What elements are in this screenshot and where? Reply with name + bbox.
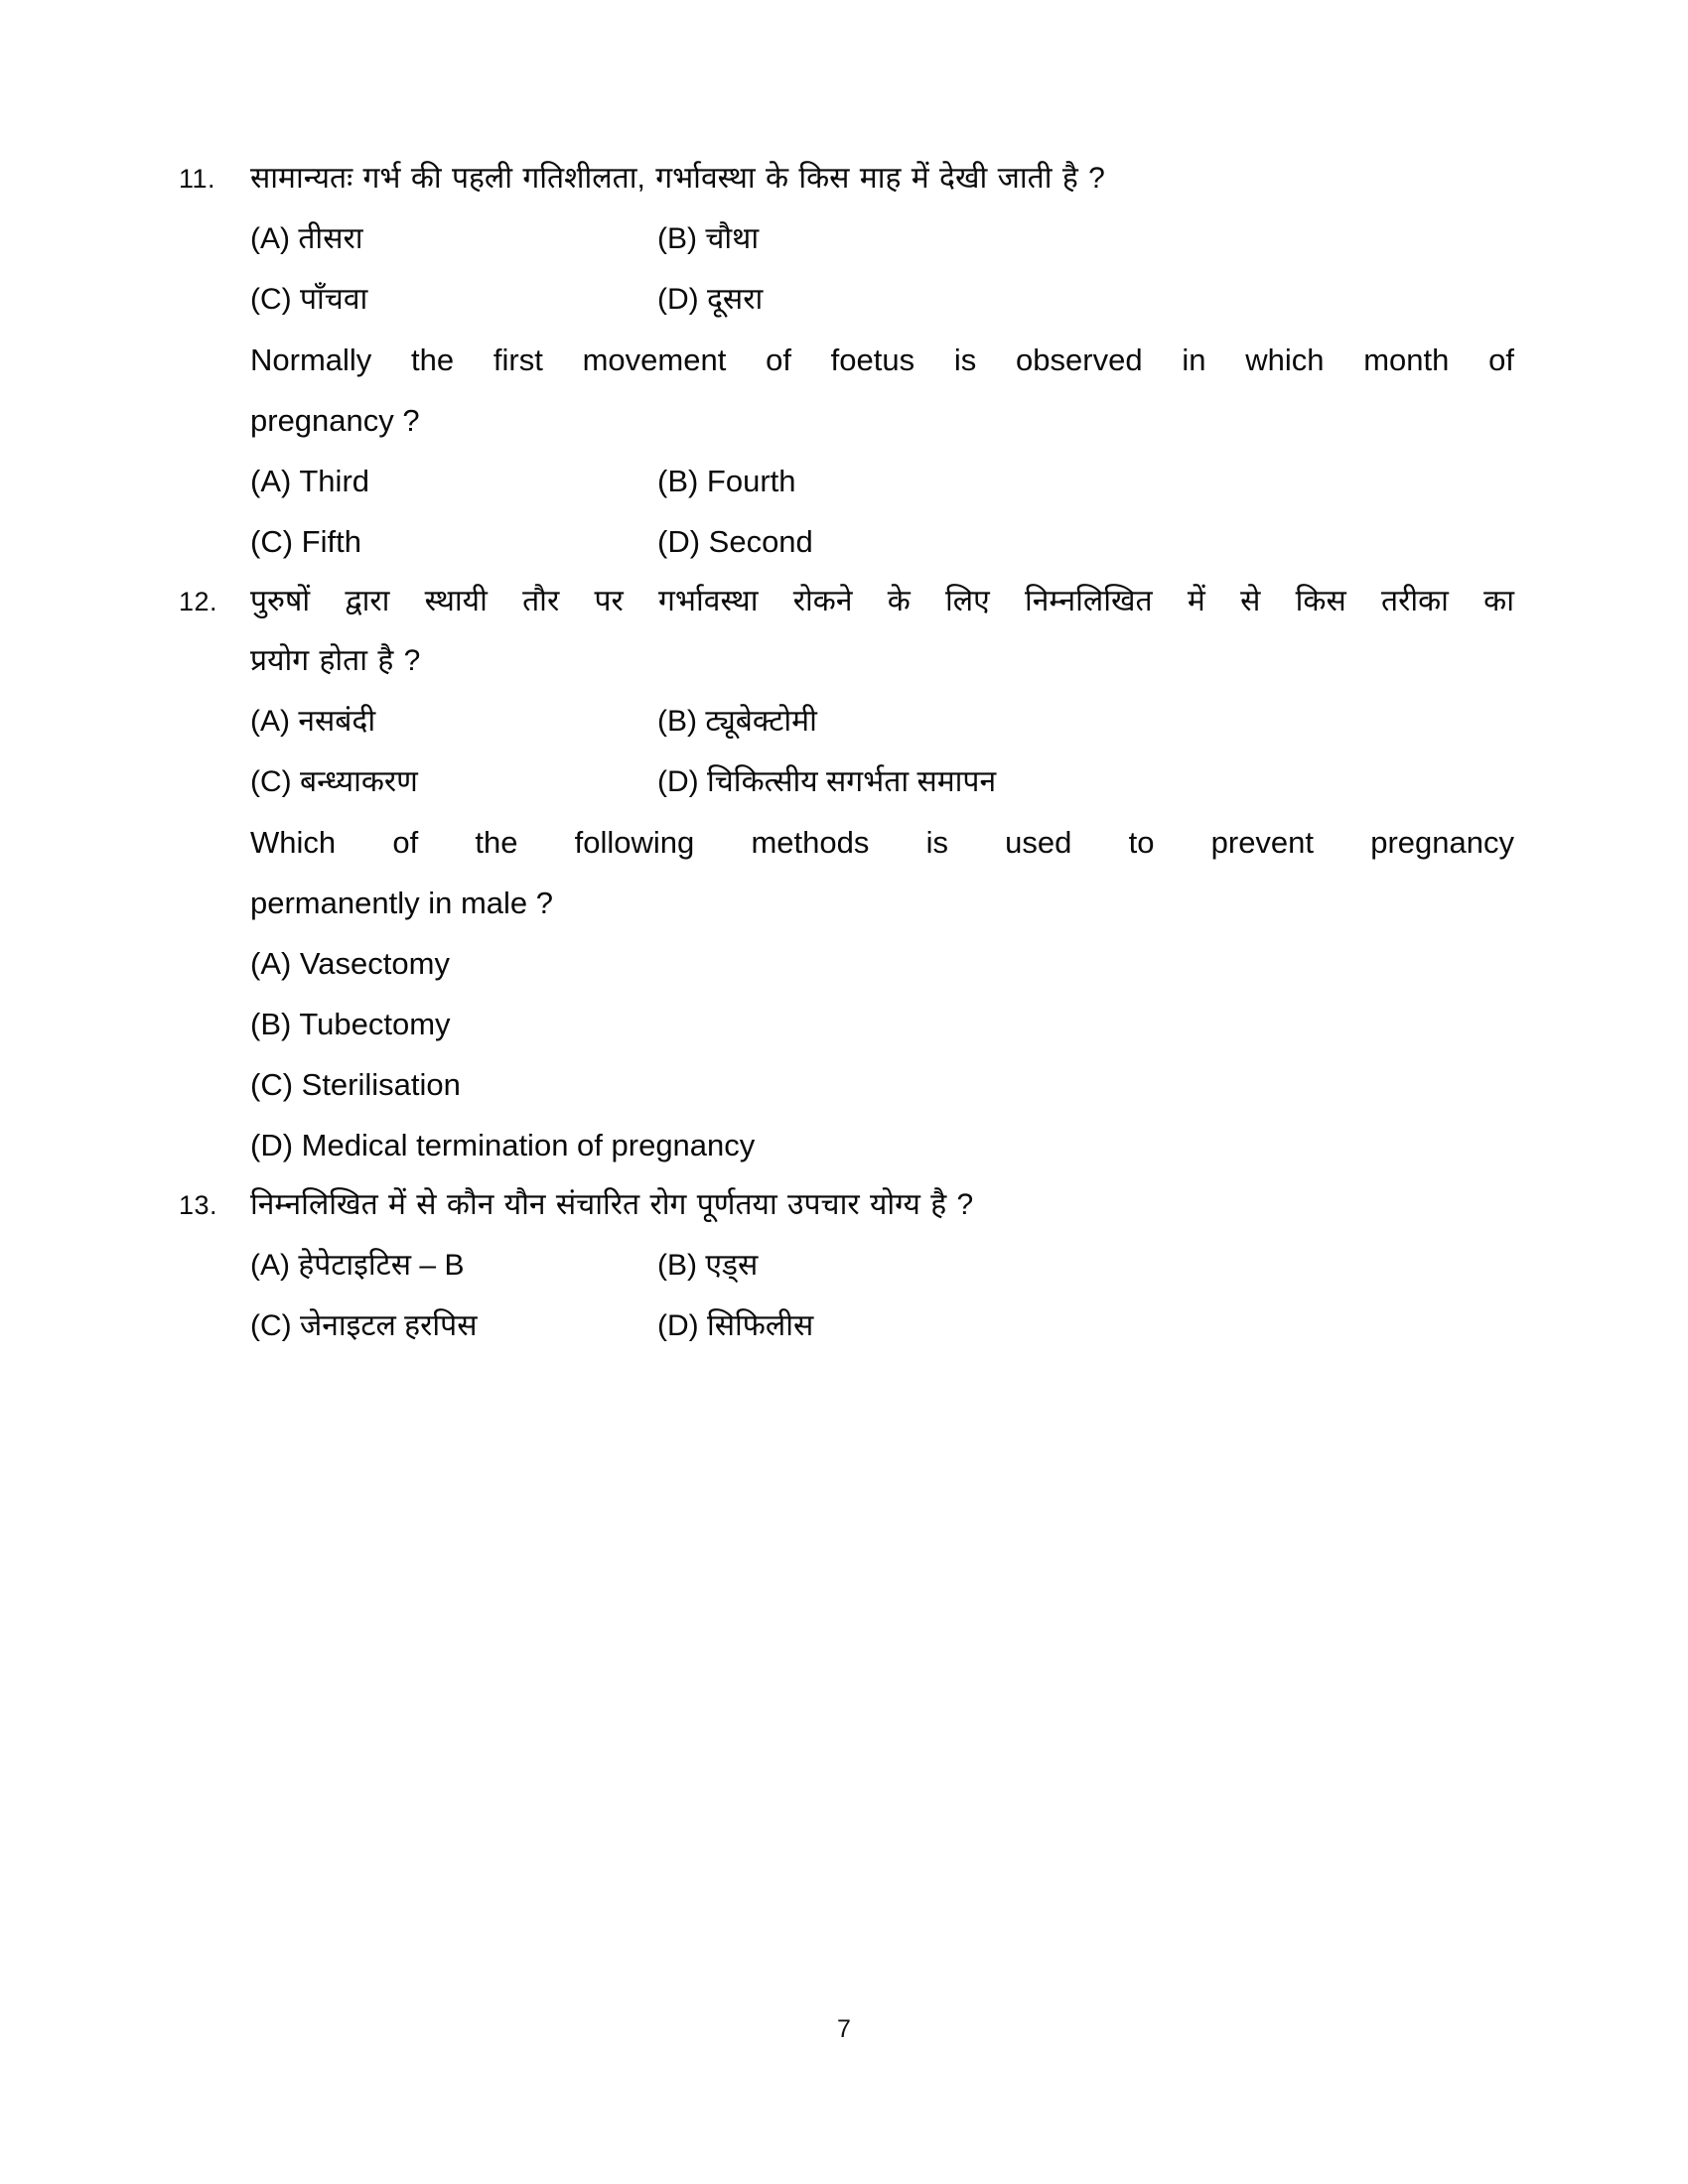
- question-13-hindi-options-row-1: [250, 1235, 1514, 1296]
- question-11-option-c-hindi[interactable]: (C) पाँचवा: [250, 283, 368, 316]
- question-12-body: [250, 572, 1514, 1175]
- question-11-english-stem-line1: Normally the first movement of foetus is observed in which month of: [250, 342, 1514, 377]
- question-11: [179, 149, 1514, 572]
- question-12-option-c-hindi[interactable]: (C) बन्ध्याकरण: [250, 765, 418, 798]
- question-12-hindi-stem-line2: प्रयोग होता है ?: [250, 644, 421, 677]
- question-12-option-c-english[interactable]: (C) Sterilisation: [250, 1067, 461, 1102]
- question-13-body: [250, 1175, 1514, 1356]
- question-11-option-d-hindi[interactable]: (D) दूसरा: [657, 283, 764, 316]
- question-12-english-options: [250, 933, 1514, 1175]
- question-11-hindi-options-row-1: [250, 208, 1514, 269]
- question-13-stem-row: [179, 1175, 1514, 1356]
- question-12-english-stem-line2: permanently in male ?: [250, 886, 553, 920]
- question-13-option-d-hindi[interactable]: (D) सिफिलीस: [657, 1309, 814, 1342]
- question-12-hindi-options-row-1: [250, 691, 1514, 751]
- question-11-option-c-english[interactable]: (C) Fifth: [250, 524, 361, 559]
- question-12-option-a-english[interactable]: (A) Vasectomy: [250, 946, 450, 981]
- page-number: 7: [837, 2015, 851, 2043]
- question-13-option-a-hindi[interactable]: (A) हेपेटाइटिस – B: [250, 1249, 465, 1282]
- question-12-option-a-hindi[interactable]: (A) नसबंदी: [250, 705, 376, 738]
- question-11-body: [250, 149, 1514, 572]
- question-12-hindi-options-row-2: [250, 751, 1514, 812]
- question-11-hindi-stem: सामान्यतः गर्भ की पहली गतिशीलता, गर्भावस्था के किस माह में देखी जाती है ?: [250, 162, 1105, 195]
- question-list: [179, 149, 1514, 1356]
- question-11-english-options-row-2: [250, 511, 1514, 572]
- question-13: [179, 1175, 1514, 1356]
- question-13-option-c-hindi[interactable]: (C) जेनाइटल हरपिस: [250, 1309, 478, 1342]
- question-12-option-b-english[interactable]: (B) Tubectomy: [250, 1007, 451, 1041]
- question-11-english-stem-line2: pregnancy ?: [250, 403, 420, 438]
- question-13-hindi-stem: निम्नलिखित में से कौन यौन संचारित रोग पूर्णतया उपचार योग्य है ?: [250, 1188, 974, 1221]
- question-12-option-b-hindi[interactable]: (B) ट्यूबेक्टोमी: [657, 705, 817, 738]
- question-11-option-b-english[interactable]: (B) Fourth: [657, 464, 796, 498]
- question-13-number: 13.: [179, 1190, 218, 1220]
- question-12-number: 12.: [179, 587, 218, 616]
- question-11-hindi-options-row-2: [250, 269, 1514, 330]
- question-12-english-stem-line1: Which of the following methods is used to prevent pregnancy: [250, 825, 1514, 860]
- question-11-option-b-hindi[interactable]: (B) चौथा: [657, 222, 760, 255]
- question-11-option-a-english[interactable]: (A) Third: [250, 464, 370, 498]
- question-13-option-b-hindi[interactable]: (B) एड्स: [657, 1249, 759, 1282]
- question-12-option-d-hindi[interactable]: (D) चिकित्सीय सगर्भता समापन: [657, 765, 997, 798]
- question-11-number: 11.: [179, 164, 216, 194]
- question-11-english-options-row-1: [250, 451, 1514, 511]
- question-12-option-d-english[interactable]: (D) Medical termination of pregnancy: [250, 1128, 756, 1162]
- question-13-hindi-options-row-2: [250, 1296, 1514, 1356]
- question-12: [179, 572, 1514, 1175]
- question-12-hindi-stem-line1: पुरुषों द्वारा स्थायी तौर पर गर्भावस्था रोकने के लिए निम्नलिखित में से किस तरीका का: [250, 585, 1514, 617]
- question-12-stem-row: [179, 572, 1514, 1175]
- question-11-option-a-hindi[interactable]: (A) तीसरा: [250, 222, 363, 255]
- question-11-option-d-english[interactable]: (D) Second: [657, 524, 813, 559]
- question-11-stem-row: [179, 149, 1514, 572]
